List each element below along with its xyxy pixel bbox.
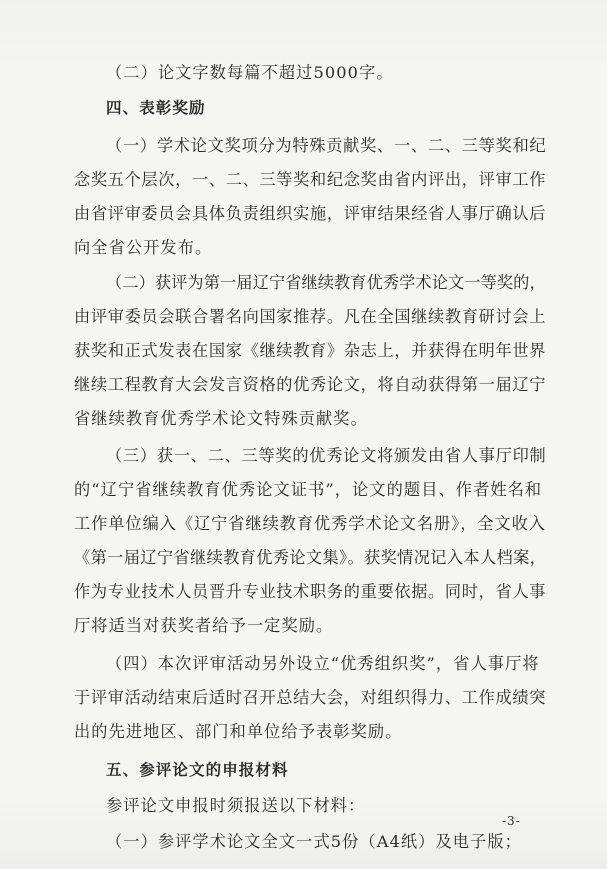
paragraph-line: 参评论文申报时须报送以下材料： [106, 796, 366, 815]
paragraph-line: 由评审委员会联合署名向国家推荐。凡在全国继续教育研讨会上 [74, 307, 547, 326]
page-number: -3- [502, 814, 521, 828]
paragraph-line: 继续工程教育大会发言资格的优秀论文，将自动获得第一届辽宁 [74, 375, 547, 394]
paragraph-line: 省继续教育优秀学术论文特殊贡献奖。 [74, 409, 368, 428]
paragraph-line: 出的先进地区、部门和单位给予表彰奖励。 [74, 722, 403, 741]
paragraph-line: （一）参评学术论文全文一式5份（A4纸）及电子版； [106, 832, 522, 851]
paragraph-line: （四）本次评审活动另外设立“优秀组织奖”，省人事厅将 [106, 654, 540, 673]
paragraph-line: 厅将适当对获奖者给予一定奖励。 [74, 616, 334, 635]
paragraph-line: 于评审活动结束后适时召开总结大会，对组织得力、工作成绩突 [74, 688, 547, 707]
paragraph-line: （一）学术论文奖项分为特殊贡献奖、一、二、三等奖和纪 [106, 136, 547, 155]
paragraph-line: （二）论文字数每篇不超过5000字。 [106, 63, 394, 82]
paragraph-line: 由省评审委员会具体负责组织实施，评审结果经省人事厅确认后 [74, 204, 547, 223]
paragraph-line: 作为专业技术人员晋升专业技术职务的重要依据。同时，省人事 [74, 582, 547, 601]
paragraph-line: 向全省公开发布。 [74, 238, 213, 257]
paragraph-line: 的“辽宁省继续教育优秀论文证书”，论文的题目、作者姓名和 [74, 480, 543, 499]
section-heading: 四、表彰奖励 [106, 99, 206, 117]
paragraph-line: 工作单位编入《辽宁省继续教育优秀学术论文名册》，全文收入 [74, 514, 546, 533]
paragraph-line: （二）获评为第一届辽宁省继续教育优秀学术论文一等奖的， [106, 273, 546, 292]
paragraph-line: （三）获一、二、三等奖的优秀论文将颁发由省人事厅印制 [106, 446, 547, 465]
paragraph-line: 获奖和正式发表在国家《继续教育》杂志上，并获得在明年世界 [74, 341, 547, 360]
paragraph-line: 念奖五个层次，一、二、三等奖和纪念奖由省内评出，评审工作 [74, 170, 547, 189]
paragraph-line: 《第一届辽宁省继续教育优秀论文集》。获奖情况记入本人档案， [74, 548, 547, 567]
section-heading: 五、参评论文的申报材料 [106, 761, 289, 779]
